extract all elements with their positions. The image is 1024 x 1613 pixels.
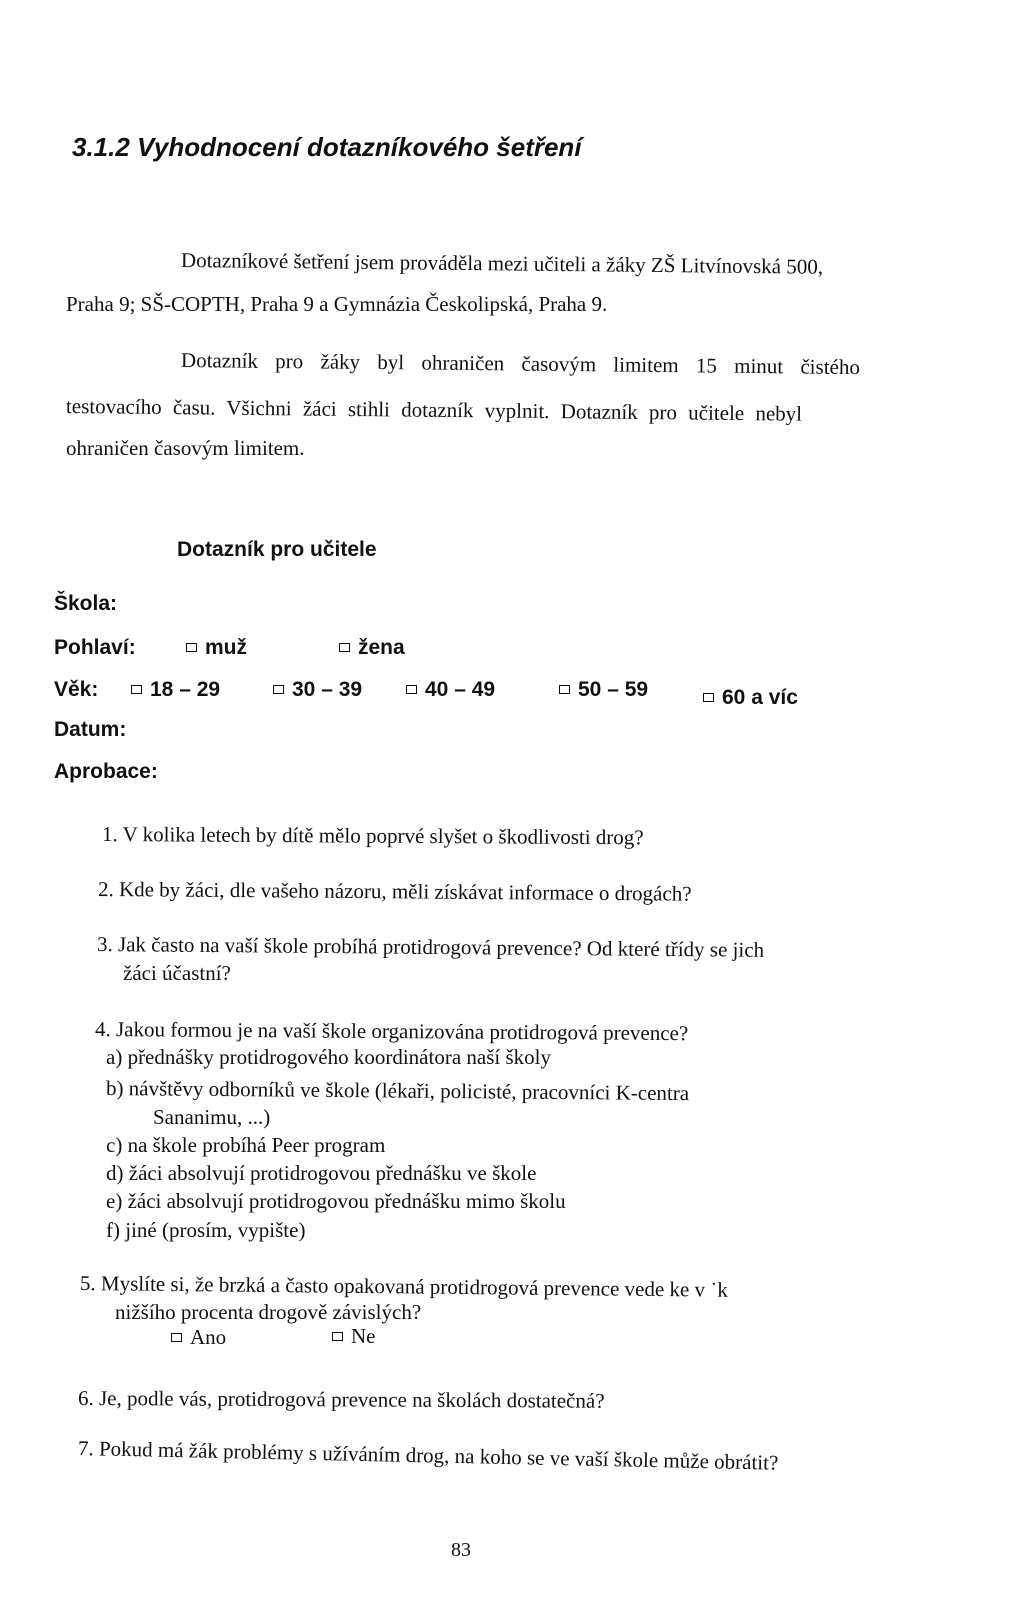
question-3-line2: žáci účastní? bbox=[123, 961, 231, 985]
question-4-option-a: a) přednášky protidrogového koordinátora naší školy bbox=[106, 1045, 551, 1069]
gender-option-female[interactable]: žena bbox=[339, 636, 405, 660]
intro-p2-line1: Dotazník pro žáky byl ohraničen časovým limitem 15 minut čistého bbox=[180, 348, 861, 380]
school-label: Škola: bbox=[54, 592, 118, 615]
question-4-option-b: b) návštěvy odborníků ve škole (lékaři, policisté, pracovníci K-centra bbox=[105, 1076, 690, 1106]
question-4-option-c: c) na škole probíhá Peer program bbox=[106, 1133, 386, 1157]
age-option-30-39[interactable]: 30 – 39 bbox=[273, 678, 362, 702]
question-5-option-no[interactable]: Ne bbox=[332, 1324, 376, 1349]
age-label: Věk: bbox=[54, 678, 99, 701]
gender-label: Pohlaví: bbox=[54, 636, 136, 659]
checkbox-icon[interactable] bbox=[273, 685, 284, 694]
approbation-label: Aprobace: bbox=[54, 760, 158, 783]
intro-p2-line2: testovacího času. Všichni žáci stihli dotazník vyplnit. Dotazník pro učitele nebyl bbox=[65, 394, 803, 426]
question-7: 7. Pokud má žák problémy s užíváním drog, na koho se ve vaší škole může obrátit? bbox=[77, 1436, 779, 1475]
age-option-40-49[interactable]: 40 – 49 bbox=[406, 678, 495, 702]
question-4-option-d: d) žáci absolvují protidrogovou přednášku ve škole bbox=[106, 1161, 537, 1185]
intro-p1-line1: Dotazníkové šetření jsem prováděla mezi učiteli a žáky ZŠ Litvínovská 500, bbox=[180, 248, 824, 279]
checkbox-icon[interactable] bbox=[703, 693, 714, 702]
checkbox-icon[interactable] bbox=[171, 1333, 182, 1342]
question-6: 6. Je, podle vás, protidrogová prevence na školách dostatečná? bbox=[77, 1386, 605, 1413]
form-title: Dotazník pro učitele bbox=[177, 538, 377, 561]
section-heading: 3.1.2 Vyhodnocení dotazníkového šetření bbox=[72, 132, 582, 162]
question-5-option-yes[interactable]: Ano bbox=[171, 1325, 226, 1350]
checkbox-icon[interactable] bbox=[332, 1332, 343, 1341]
page-number: 83 bbox=[451, 1539, 471, 1561]
question-1: 1. V kolika letech by dítě mělo poprvé slyšet o škodlivosti drog? bbox=[101, 822, 644, 850]
age-option-18-29[interactable]: 18 – 29 bbox=[131, 678, 220, 702]
age-option-60-plus[interactable]: 60 a víc bbox=[703, 686, 798, 710]
age-option-50-59[interactable]: 50 – 59 bbox=[559, 678, 648, 702]
gender-option-male[interactable]: muž bbox=[186, 636, 247, 660]
question-2: 2. Kde by žáci, dle vašeho názoru, měli získávat informace o drogách? bbox=[97, 877, 692, 906]
checkbox-icon[interactable] bbox=[186, 643, 197, 652]
question-4-option-e: e) žáci absolvují protidrogovou přednášku mimo školu bbox=[106, 1189, 566, 1213]
question-4: 4. Jakou formou je na vaší škole organizována protidrogová prevence? bbox=[94, 1017, 689, 1046]
question-5-line1: 5. Myslíte si, že brzká a často opakovaná protidrogová prevence vede ke v ˙k bbox=[79, 1271, 728, 1302]
question-3-line1: 3. Jak často na vaší škole probíhá protidrogová prevence? Od které třídy se jich bbox=[96, 932, 765, 962]
question-4-option-f: f) jiné (prosím, vypište) bbox=[106, 1218, 306, 1242]
question-4-option-b-cont: Sananimu, ...) bbox=[153, 1105, 271, 1129]
checkbox-icon[interactable] bbox=[406, 685, 417, 694]
date-label: Datum: bbox=[54, 718, 127, 741]
checkbox-icon[interactable] bbox=[559, 685, 570, 694]
checkbox-icon[interactable] bbox=[339, 643, 350, 652]
question-5-line2: nižšího procenta drogově závislých? bbox=[115, 1300, 422, 1324]
checkbox-icon[interactable] bbox=[131, 685, 142, 694]
intro-p2-line3: ohraničen časovým limitem. bbox=[66, 436, 305, 460]
intro-p1-line2: Praha 9; SŠ-COPTH, Praha 9 a Gymnázia Českolipská, Praha 9. bbox=[66, 292, 608, 316]
